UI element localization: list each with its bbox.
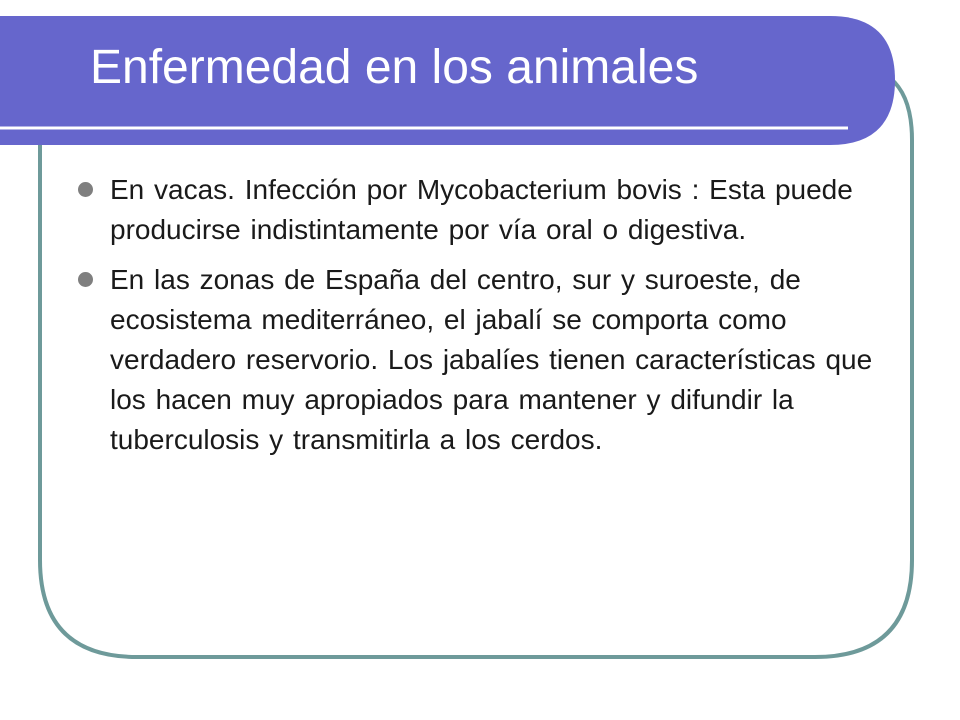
slide-title: Enfermedad en los animales (90, 41, 699, 94)
list-item (78, 170, 898, 250)
list-item (78, 260, 898, 460)
bullet-text: En las zonas de España del centro, sur y suroeste, de ecosistema mediterráneo, el jabalí se comporta como verdadero reservorio. Los jabalíes tienen características que los hacen muy apropiados para mantener y difundir la tuberculosis y transmitirla a los cerdos. (110, 264, 873, 455)
bullet-icon (78, 182, 93, 197)
bullet-icon (78, 272, 93, 287)
bullet-list (78, 170, 898, 470)
bullet-text: En vacas. Infección por Mycobacterium bovis : Esta puede producirse indistintamente por vía oral o digestiva. (110, 174, 853, 245)
